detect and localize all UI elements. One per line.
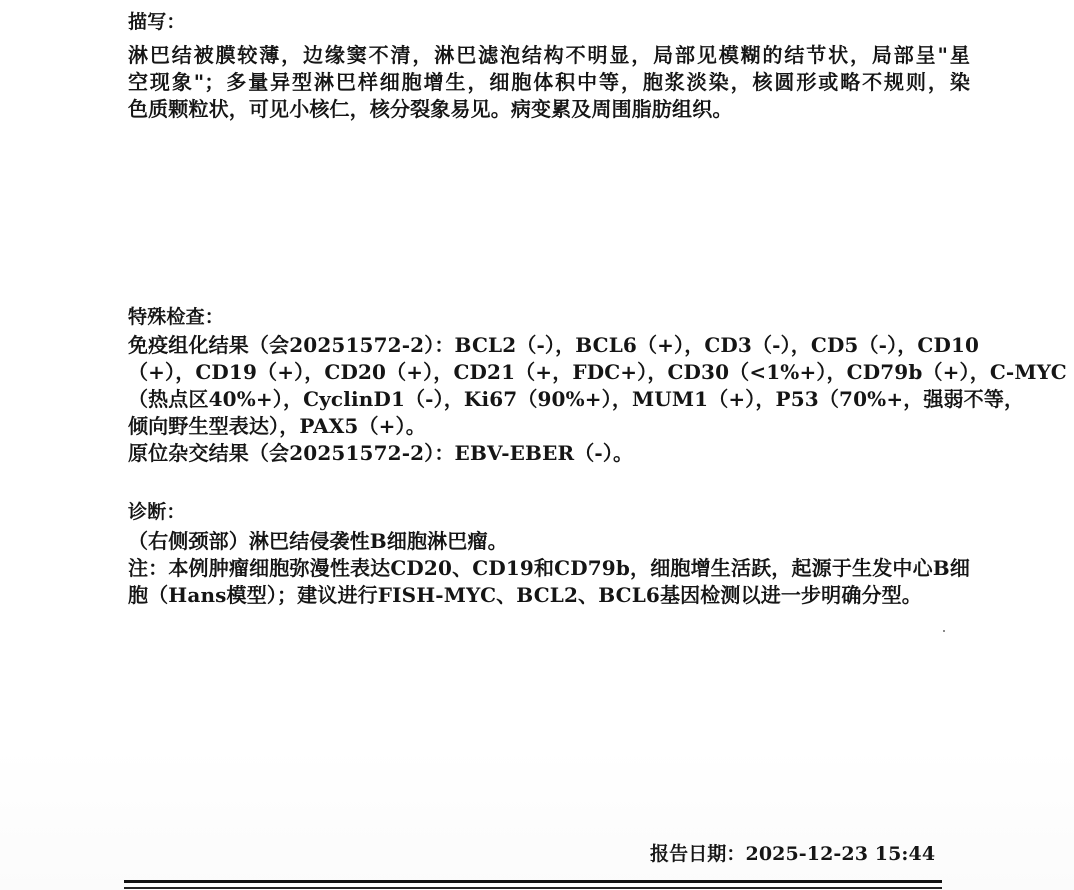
diagnosis-heading: 诊断： <box>128 501 186 523</box>
report-date <box>650 842 935 866</box>
in-situ-hybridization-line: 原位杂交结果（会20251572-2）：EBV-EBER（-）。 <box>128 441 634 465</box>
diagnosis-text <box>128 528 974 609</box>
description-line-3: 色质颗粒状，可见小核仁，核分裂象易见。病变累及周围脂肪组织。 <box>128 97 733 121</box>
immuno-line-4: 倾向野生型表达），PAX5（+）。 <box>128 414 426 438</box>
diagnosis-note-line-2: 胞（Hans模型）；建议进行FISH-MYC、BCL2、BCL6基因检测以进一步明确分型。 <box>128 583 922 607</box>
description-heading: 描写： <box>128 11 186 33</box>
description-line-1: 淋巴结被膜较薄，边缘窦不清，淋巴滤泡结构不明显，局部见模糊的结节状，局部呈"星 <box>128 43 970 67</box>
scan-speck <box>943 630 945 632</box>
immuno-line-2: （+），CD19（+），CD20（+），CD21（+，FDC+），CD30（<1%+），CD79b（+），C-MYC <box>128 360 1067 384</box>
report-date-label: 报告日期： <box>650 843 746 865</box>
description-line-2: 空现象"；多量异型淋巴样细胞增生，细胞体积中等，胞浆淡染，核圆形或略不规则，染 <box>128 70 970 94</box>
diagnosis-main-line: （右侧颈部）淋巴结侵袭性B细胞淋巴瘤。 <box>128 529 508 553</box>
special-exam-heading: 特殊检查： <box>128 306 225 328</box>
immuno-line-1: 免疫组化结果（会20251572-2）：BCL2（-），BCL6（+），CD3（-），CD5（-），CD10 <box>128 333 980 357</box>
diagnosis-note-line-1: 注：本例肿瘤细胞弥漫性表达CD20、CD19和CD79b，细胞增生活跃，起源于生发中心B细 <box>128 556 970 580</box>
description-text <box>128 42 974 123</box>
immuno-line-3: （热点区40%+），CyclinD1（-），Ki67（90%+），MUM1（+），P53（70%+，强弱不等， <box>128 387 1025 411</box>
immunohistochemistry-text <box>128 332 1067 467</box>
footer-thin-rule <box>124 887 942 889</box>
footer-thick-rule <box>124 880 942 883</box>
report-date-value: 2025-12-23 15:44 <box>745 843 936 865</box>
